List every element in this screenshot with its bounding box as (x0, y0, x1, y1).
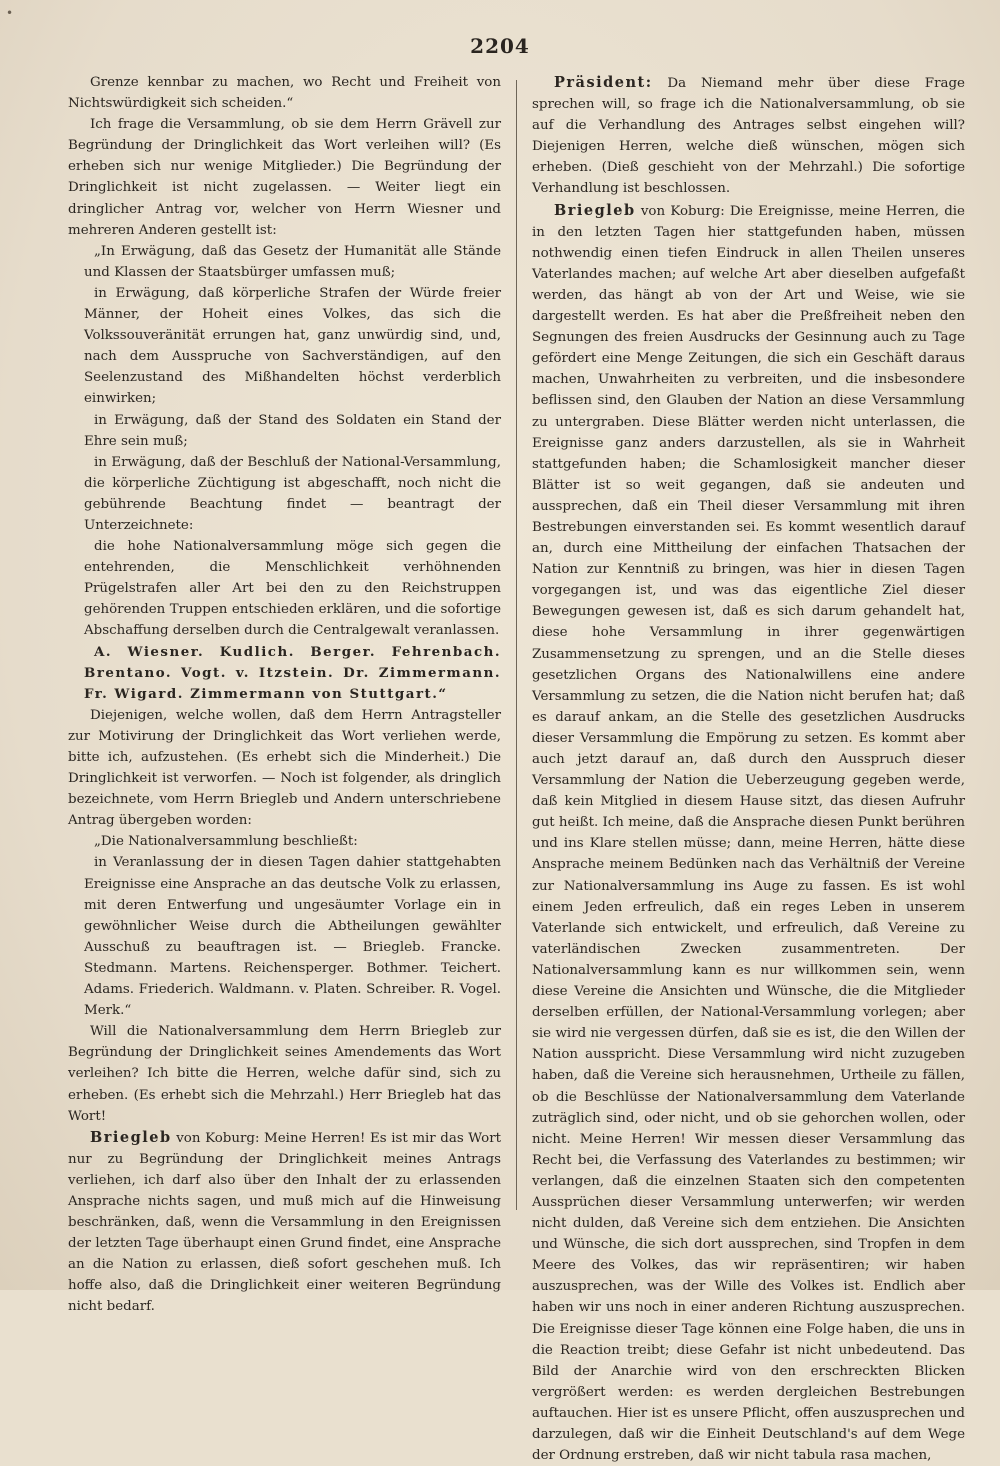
speaker-name: Briegleb (554, 201, 636, 219)
right-column (532, 72, 965, 1466)
motion-briegleb (68, 831, 501, 1021)
motion-clause: die hohe Nationalversammlung möge sich gegen die entehrenden, die Menschlichkeit verhöhnenden Prügelstrafen aller Art bei den zu den Reichstruppen gehörenden Truppen entschieden erklären, und die sofortige Abschaffung derselben durch die Centralgewalt veranlassen. (84, 539, 501, 639)
speech-text: Da Niemand mehr über diese Frage sprechen will, so frage ich die Nationalversammlung, ob sie auf die Verhandlung des Antrages selbst eingehen will? Diejenigen Herren, welche dieß wünschen, mögen sich erheben. (Dieß geschieht von der Mehrzahl.) Die sofortige Verhandlung ist beschlossen. (532, 76, 965, 197)
left-column (68, 72, 501, 1318)
motion-clause: „In Erwägung, daß das Gesetz der Humanität alle Stände und Klassen der Staatsbürger umfassen muß; (84, 243, 501, 280)
paragraph: Will die Nationalversammlung dem Herrn Briegleb zur Begründung der Dringlichkeit seines Amendements das Wort verleihen? Ich bitte die Herren, welche dafür sind, sich zu erheben. (Es erhebt sich die Mehrzahl.) Herr Briegleb hat das Wort! (68, 1024, 501, 1124)
speaker-name: Präsident: (554, 74, 653, 91)
speech-text: von Koburg: Die Ereignisse, meine Herren, die in den letzten Tagen hier stattgefunden haben, müssen nothwendig einen tiefen Eindruck in allen Theilen unseres Vaterlandes machen; auf welche Art aber dieselben aufgefaßt werden, das hängt ab von der Art und Weise, wie sie dargestellt werden. Es hat aber die Preßfreiheit neben den Segnungen des freien Ausdrucks der Gesinnung auch zu Tage gefördert eine Menge Zeitungen, die sich ein Geschäft daraus machen, Unwahrheiten zu verbreiten, und die insbesondere beflissen sind, den Glauben der Nation an diese Versammlung zu untergraben. Diese Blätter werden nicht unterlassen, die Ereignisse ganz anders darzustellen, als sie in Wahrheit stattgefunden haben; die Schamlosigkeit mancher dieser Blätter ist so weit gegangen, daß sie andeuten und aussprechen, daß ein Theil dieser Versammlung mit ihren Bestrebungen einverstanden sei. Es kommt wesentlich darauf an, durch eine Mittheilung der einfachen Thatsachen der Nation zur Kenntniß zu bringen, was hier in diesen Tagen vorgegangen ist, und was das eigentliche Ziel dieser Bewegungen gewesen ist, daß es sich darum gehandelt hat, diese hohe Versammlung in ihrer gegenwärtigen Zusammensetzung zu sprengen, und an die Stelle dieses gesetzlichen Organs des Nationalwillens eine andere Versammlung zu setzen, die die Nation nicht berufen hat; daß es darauf ankam, an die Stelle des gesetzlichen Ausdrucks dieser Versammlung die Empörung zu setzen. Es kommt aber auch jetzt darauf an, daß durch den Ausspruch dieser Versammlung der Nation die Ueberzeugung gegeben werde, daß kein Mitglied in diesem Hause sitzt, das diesen Aufruhr gut heißt. Ich meine, daß die Ansprache diesen Punkt berühren und ins Klare stellen müsse; dann, meine Herren, hätte diese Ansprache meinem Bedünken nach das Verhältniß der Vereine zur Nationalversammlung ins Auge zu fassen. Es ist wohl einem Jeden erfreulich, daß ein reges Leben in unserem Vaterlande sich entwickelt, und erfreulich, daß Vereine zu vaterländischen Zwecken zusammentreten. Der Nationalversammlung kann es nur willkommen sein, wenn diese Vereine die Ansichten und Wünsche, die die Mitglieder derselben erfüllen, der National-Versammlung vorlegen; aber sie wird nie vergessen dürfen, daß sie es ist, die den Willen der Nation ausspricht. Diese Versammlung wird nicht zuzugeben haben, daß die Vereine sich herausnehmen, Urtheile zu fällen, ob die Beschlüsse der Nationalversammlung dem Vaterlande zuträglich sind, oder nicht, und ob sie gehorchen wollen, oder nicht. Meine Herren! Wir messen dieser Versammlung das Recht bei, die Verfassung des Vaterlandes zu bestimmen; wir verlangen, daß die einzelnen Staaten sich den competenten Aussprüchen dieser Versammlung unterwerfen; wir werden nicht dulden, daß Vereine sich dem entziehen. Die Ansichten und Wünsche, die sich dort aussprechen, sind Tropfen in dem Meere des Volkes, das wir repräsentiren; wir haben auszusprechen, was der Wille des Volkes ist. Endlich aber haben wir uns noch in einer anderen Richtung auszusprechen. Die Ereignisse dieser Tage können eine Folge haben, die uns in die Reaction treibt; diese Gefahr ist nicht unbedeutend. Das Bild der Anarchie wird von den erschreckten Blicken vergrößert werden: es werden dergleichen Bestrebungen auftauchen. Hier ist es unsere Pflicht, offen auszusprechen und darzulegen, daß wir die Einheit Deutschland's auf dem Wege der Ordnung erstreben, daß wir nicht tabula rasa machen, (532, 203, 965, 1464)
speech-paragraph (532, 72, 965, 200)
speech-text: von Koburg: Meine Herren! Es ist mir das Wort nur zu Begründung der Dringlichkeit meines Antrags verliehen, ich darf also über den Inhalt der zu erlassenden Ansprache nichts sagen, und muß mich auf die Hinweisung beschränken, daß, wenn die Versammlung in den Ereignissen der letzten Tage überhaupt einen Grund findet, eine Ansprache an die Nation zu erlassen, dieß sofort geschehen muß. Ich hoffe also, daß die Dringlichkeit einer weiteren Begründung nicht bedarf. (68, 1130, 501, 1315)
page-number: 2204 (470, 34, 530, 58)
motion-clause: in Erwägung, daß der Stand des Soldaten ein Stand der Ehre sein muß; (84, 412, 501, 449)
paragraph: Diejenigen, welche wollen, daß dem Herrn Antragsteller zur Motivirung der Dringlichkeit das Wort verliehen werde, bitte ich, aufzustehen. (Es erhebt sich die Minderheit.) Die Dringlichkeit ist verworfen. — Noch ist folgender, als dringlich bezeichnete, vom Herrn Briegleb und Andern unterschriebene Antrag übergeben worden: (68, 707, 501, 829)
corner-mark: • (6, 6, 14, 20)
signatories: A. Wiesner. Kudlich. Berger. Fehrenbach. Brentano. Vogt. v. Itzstein. Dr. Zimmermann. Fr. Wigard. Zimmermann von Stuttgart.“ (84, 643, 501, 702)
column-divider (516, 80, 517, 1210)
speaker-name: Briegleb (90, 1128, 172, 1146)
motion-clause: „Die Nationalversammlung beschließt: (94, 834, 358, 850)
motion-clause: in Veranlassung der in diesen Tagen dahier stattgehabten Ereignisse eine Ansprache an das deutsche Volk zu erlassen, mit deren Entwerfung und ungesäumter Vorlage ein in gewöhnlicher Weise durch die Abtheilungen gewählter Ausschuß zu beauftragen ist. — Briegleb. Francke. Stedmann. Martens. Reichensperger. Bothmer. Teichert. Adams. Friederich. Waldmann. v. Platen. Schreiber. R. Vogel. Merk.“ (84, 855, 501, 1019)
speech-paragraph (68, 1127, 501, 1318)
motion-clause: in Erwägung, daß der Beschluß der National-Versammlung, die körperliche Züchtigung ist abgeschafft, noch nicht die gebührende Beachtung findet — beantragt der Unterzeichnete: (84, 454, 501, 533)
paragraph: Ich frage die Versammlung, ob sie dem Herrn Grävell zur Begründung der Dringlichkeit das Wort verleihen will? (Es erheben sich nur wenige Mitglieder.) Die Begründung der Dringlichkeit ist nicht zugelassen. — Weiter liegt ein dringlicher Antrag vor, welcher von Herrn Wiesner und mehreren Anderen gestellt ist: (68, 117, 501, 238)
motion-wiesner (68, 241, 501, 705)
paragraph: Grenze kennbar zu machen, wo Recht und Freiheit von Nichtswürdigkeit sich scheiden.“ (68, 75, 501, 112)
speech-paragraph (532, 200, 965, 1466)
motion-clause: in Erwägung, daß körperliche Strafen der Würde freier Männer, der Hoheit eines Volkes, das sich die Volkssouveränität errungen hat, ganz unwürdig sind, und, nach dem Ausspruche von Sachverständigen, auf den Seelenzustand des Mißhandelten höchst verderblich einwirken; (84, 285, 501, 407)
